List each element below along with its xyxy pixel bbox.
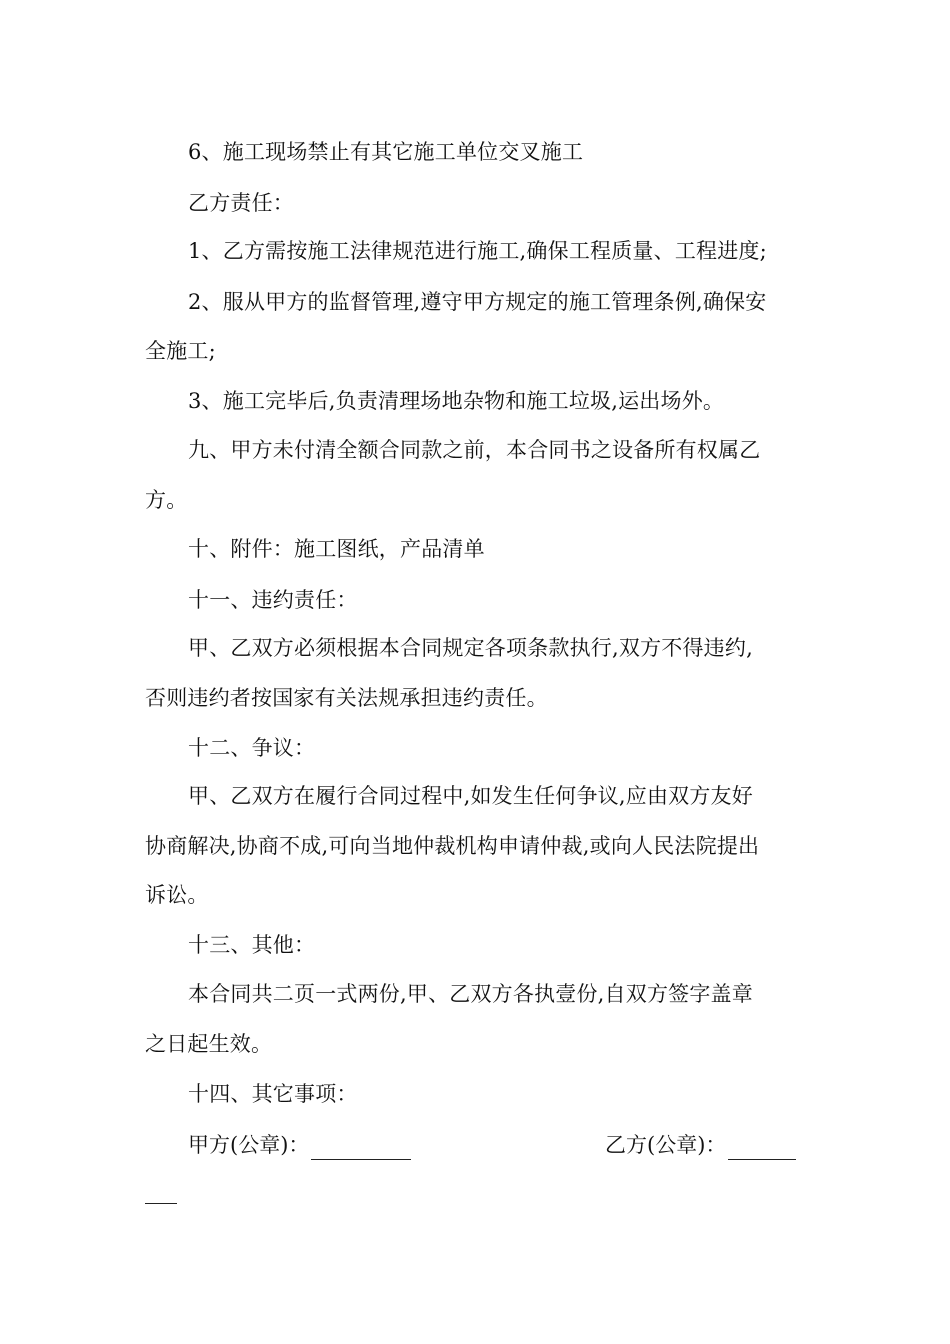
paragraph-line: 6、施工现场禁止有其它施工单位交叉施工: [188, 140, 584, 164]
party-b-signature-blank-continued: [145, 1203, 177, 1204]
paragraph-line: 之日起生效。: [145, 1032, 273, 1056]
section-heading: 十一、违约责任：: [188, 588, 358, 612]
party-b-signature: [605, 1130, 796, 1160]
paragraph-line: 九、甲方未付清全额合同款之前，本合同书之设备所有权属乙: [188, 438, 761, 462]
party-b-label: 乙方(公章)：: [605, 1133, 727, 1157]
paragraph-line: 3、施工完毕后,负责清理场地杂物和施工垃圾,运出场外。: [188, 389, 725, 413]
paragraph-line: 方。: [145, 488, 188, 512]
section-heading: 乙方责任：: [188, 191, 294, 215]
party-b-signature-blank: [728, 1137, 796, 1160]
party-a-label: 甲方(公章)：: [188, 1133, 310, 1157]
section-heading: 十三、其他：: [188, 933, 316, 957]
paragraph-line: 1、乙方需按施工法律规范进行施工,确保工程质量、工程进度;: [188, 239, 767, 263]
paragraph-line: 2、服从甲方的监督管理,遵守甲方规定的施工管理条例,确保安: [188, 290, 767, 314]
paragraph-line: 诉讼。: [145, 883, 209, 907]
paragraph-line: 甲、乙双方必须根据本合同规定各项条款执行,双方不得违约,: [188, 636, 753, 660]
paragraph-line: 否则违约者按国家有关法规承担违约责任。: [145, 686, 548, 710]
paragraph-line: 甲、乙双方在履行合同过程中,如发生任何争议,应由双方友好: [188, 784, 753, 808]
signature-row: [145, 1130, 810, 1160]
section-heading: 十四、其它事项：: [188, 1082, 358, 1106]
section-heading: 十、附件：施工图纸，产品清单: [188, 537, 485, 561]
paragraph-line: 本合同共二页一式两份,甲、乙双方各执壹份,自双方签字盖章: [188, 982, 753, 1006]
paragraph-line: 协商解决,协商不成,可向当地仲裁机构申请仲裁,或向人民法院提出: [145, 834, 760, 858]
paragraph-line: 全施工;: [145, 339, 216, 363]
party-a-signature: [188, 1130, 411, 1160]
party-a-signature-blank: [311, 1137, 411, 1160]
section-heading: 十二、争议：: [188, 736, 316, 760]
